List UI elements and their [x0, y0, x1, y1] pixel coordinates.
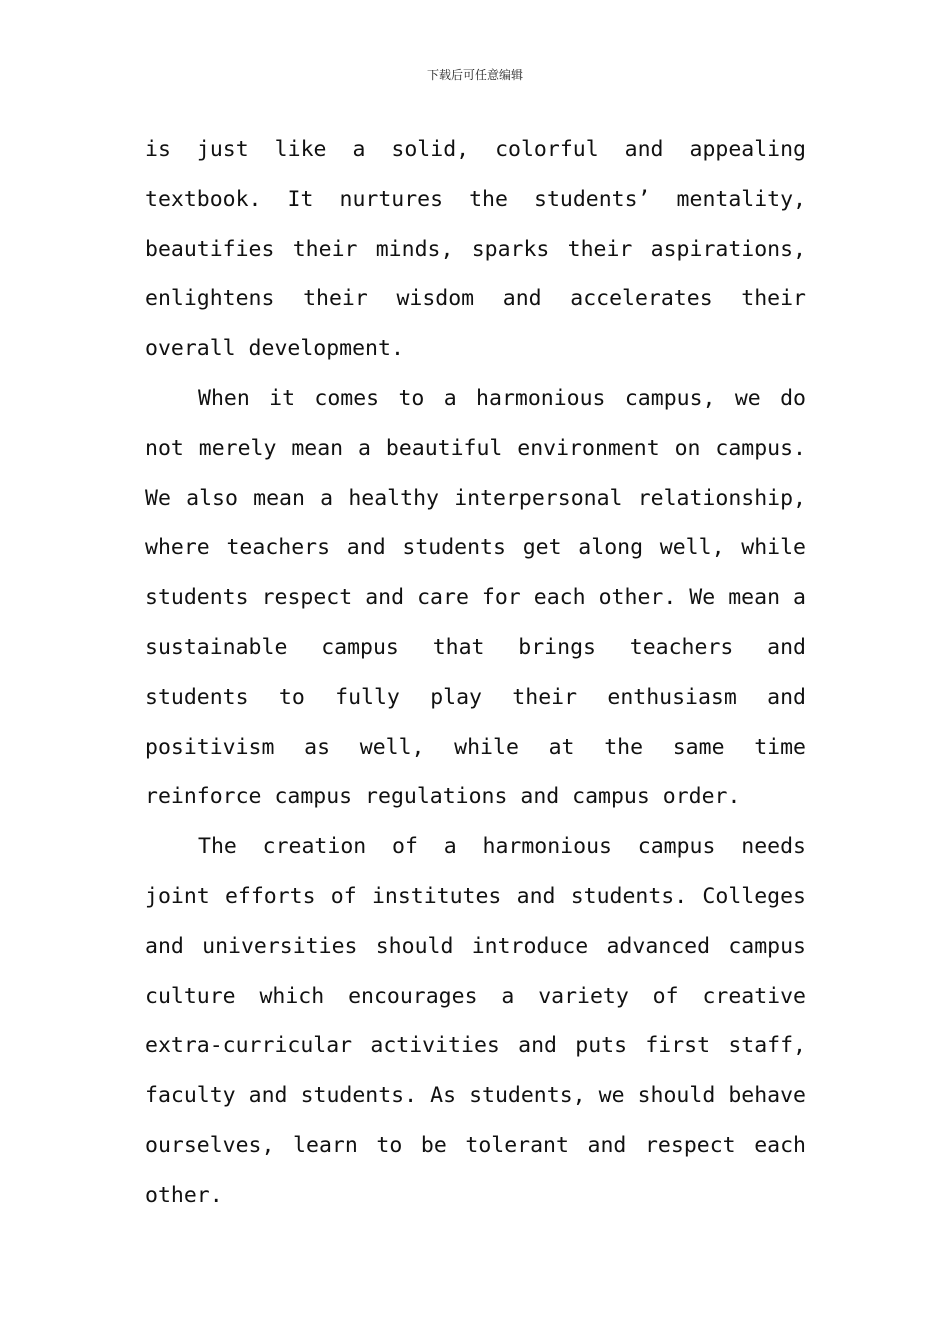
page-header: 下载后可任意编辑	[426, 68, 523, 82]
paragraph-3: The creation of a harmonious campus needs joint efforts of institutes and students. Colleges and universities should introduce advanced campus culture which encourages a variety of creative extra-curricular activities and puts first staff, faculty and students. As students, we should behave ourselves, learn to be tolerant and respect each other.	[145, 834, 806, 1208]
document-body	[145, 125, 806, 1221]
paragraph-1: is just like a solid, colorful and appealing textbook. It nurtures the students’ mentality, beautifies their minds, sparks their aspirations, enlightens their wisdom and accelerates their overall development.	[145, 137, 806, 362]
paragraph-2: When it comes to a harmonious campus, we do not merely mean a beautiful environment on campus. We also mean a healthy interpersonal relationship, where teachers and students get along well, while students respect and care for each other. We mean a sustainable campus that brings teachers and students to fully play their enthusiasm and positivism as well, while at the same time reinforce campus regulations and campus order.	[145, 385, 806, 810]
